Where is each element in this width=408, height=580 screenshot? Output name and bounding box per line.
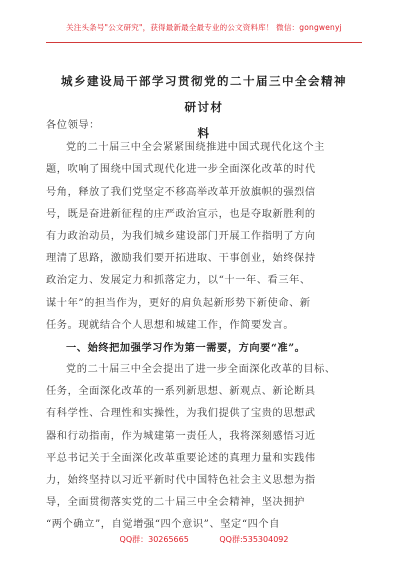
paragraph-line: 党的二十届三中全会紧紧围绕推进中国式现代化这个主 (66, 142, 325, 154)
header-banner: 关注头条号"公文研究"，获得最新最全最专业的公文资料库！ 微信：gongwenyj (66, 23, 342, 32)
paragraph-line: 党的二十届三中全会提出了进一步全面深化改革的目标、 (66, 364, 336, 376)
paragraph-line: 政治定力、发展定力和抓落定力，以“十一年、看三年、 (46, 275, 311, 287)
paragraph-line: 号角，释放了我们党坚定不移高举改革开放旗帜的强烈信 (46, 186, 316, 198)
paragraph-line: 平总书记关于全面深化改革重要论述的真理力量和实践伟 (46, 452, 316, 464)
paragraph-line: 题，吹响了围绕中国式现代化进一步全面深化改革的时代 (46, 164, 316, 176)
header-divider (46, 42, 362, 43)
salutation: 各位领导： (46, 120, 100, 131)
qq-group-2: QQ群:535304092 (219, 535, 289, 544)
paragraph-line: 力，始终坚持以习近平新时代中国特色社会主义思想为指 (46, 475, 316, 486)
title-line-1: 城乡建设局干部学习贯彻党的二十届三中全会精神研讨材 (61, 74, 347, 114)
qq-group-1: QQ群：30265665 (119, 535, 189, 544)
paragraph-line: 有科学性、合理性和实操性，为我们提供了宝贵的思想武 (46, 408, 316, 420)
paragraph-line: 任务，全面深化改革的一系列新思想、新观点、新论断具 (46, 386, 316, 398)
paragraph-line: 有力政治动员，为我们城乡建设部门开展工作指明了方向 (46, 230, 316, 242)
paragraph-line: 谋十年”的担当作为，更好的肩负起新形势下新使命、新 (46, 297, 311, 309)
paragraph-line: 号，既是奋进新征程的庄严政治宣示，也是夺取新胜利的 (46, 208, 316, 220)
paragraph-line: 导，全面贯彻落实党的二十届三中全会精神，坚决拥护 (46, 497, 305, 509)
document-body (46, 115, 362, 537)
paragraph-line: 理清了思路，激励我们要开拓进取、干事创业，始终保持 (46, 253, 316, 265)
section-heading: 一、始终把加强学习作为第一需要，方向要“准”。 (66, 341, 306, 354)
paragraph-line: 任务。现就结合个人思想和城建工作，作简要发言。 (46, 319, 295, 331)
footer-contacts (0, 534, 408, 545)
paragraph-line: “两个确立”，自觉增强“四个意识”、坚定“四个自 (46, 519, 281, 531)
title-line-2: 料 (197, 126, 211, 140)
paragraph-line: 器和行动指南，作为城建第一责任人，我将深刻感悟习近 (46, 430, 316, 442)
